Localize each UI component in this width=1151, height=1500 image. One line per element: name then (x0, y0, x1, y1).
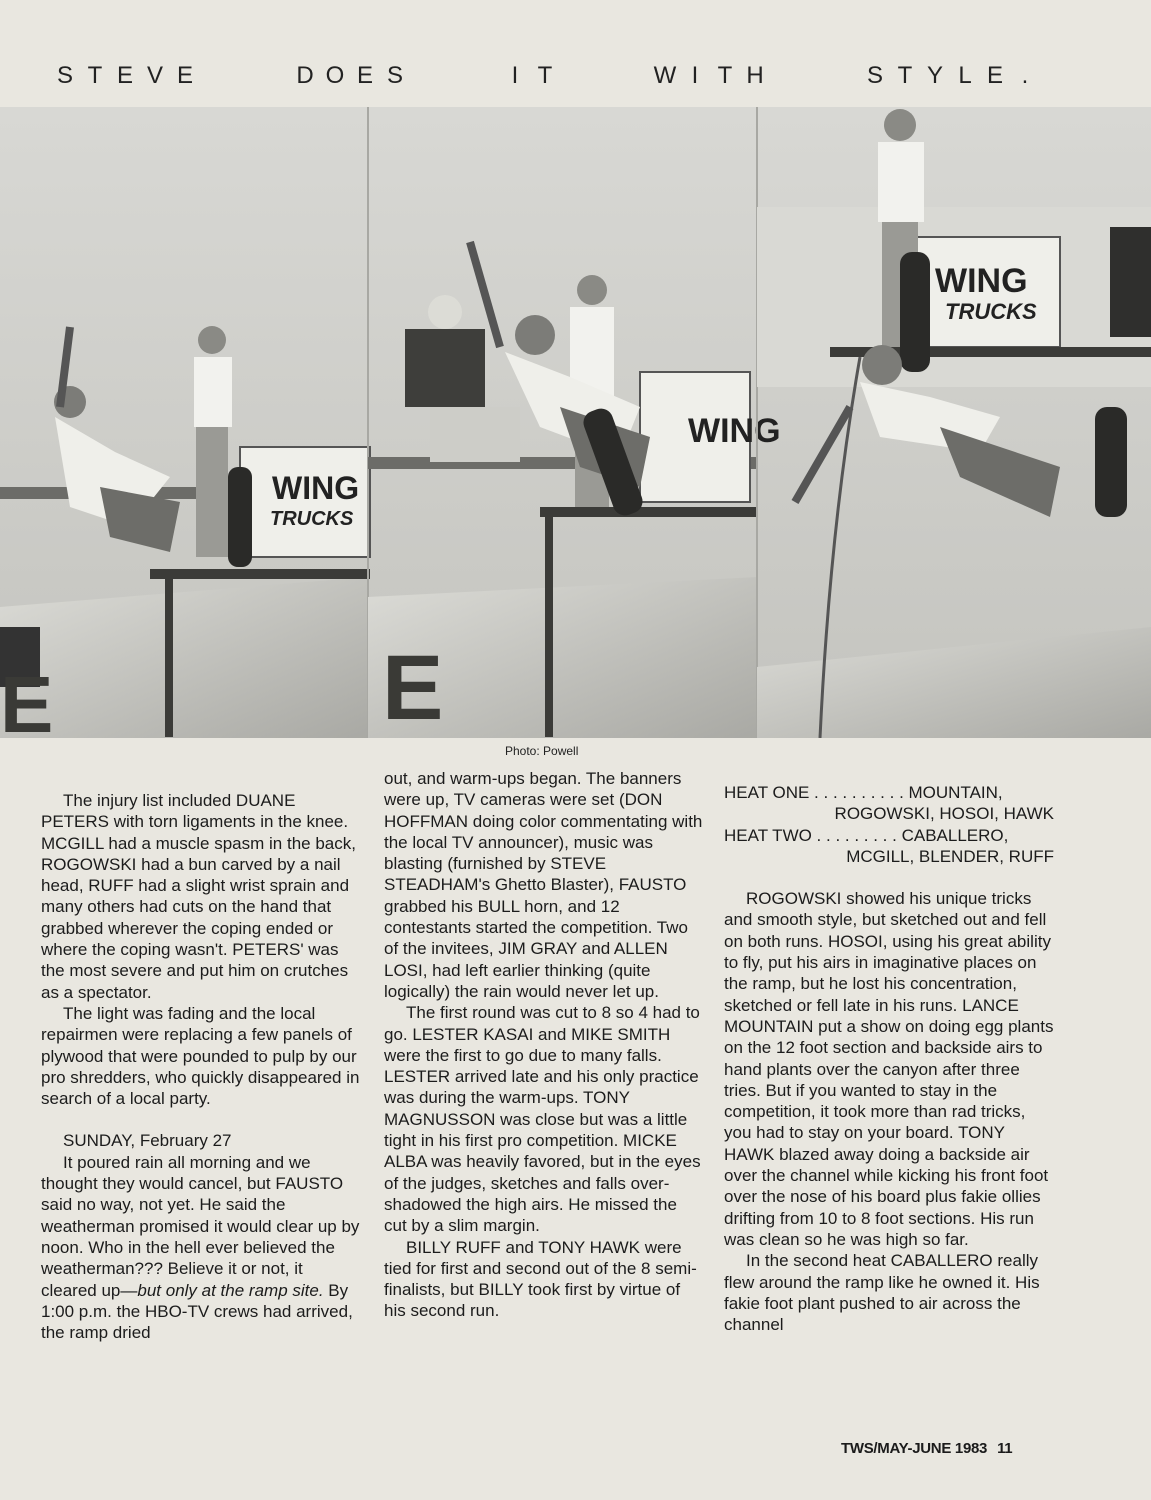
headline-letter: I (511, 62, 519, 89)
headline-letter: S (386, 62, 403, 89)
heat-line: HEAT ONE . . . . . . . . . . MOUNTAIN, (724, 783, 1003, 802)
headline-letter: T (717, 62, 733, 89)
headline-letter: W (653, 62, 677, 89)
headline-letter: T (537, 62, 553, 89)
page-number: 11 (997, 1440, 1013, 1457)
paragraph: out, and warm-ups began. The banners were up, TV cameras were set (DON HOFFMAN doing color commentating with the local TV announcer), music was blasting (furnished by STEVE STEADHAM's Ghetto Blaster), FAUSTO grabbed his BULL horn, and 12 contestants started the competition. Two of the invitees, JIM GRAY and ALLEN LOSI, had left earlier thinking (quite logically) the rain would never let up. (384, 769, 703, 1001)
paragraph: BILLY RUFF and TONY HAWK were tied for first and second out of the 8 semi-finalists, but BILLY took first by virtue of his second run. (384, 1237, 697, 1321)
banner-text: TRUCKS (270, 508, 354, 530)
headline-letter: L (958, 62, 972, 89)
photo-credit: Photo: Powell (505, 744, 579, 758)
svg-text:WING: WING (688, 412, 781, 450)
headline-letter: E (356, 62, 373, 89)
headline-letter: E (116, 62, 133, 89)
headline-word (650, 62, 770, 90)
headline-letter: I (691, 62, 699, 89)
headline-word (290, 62, 410, 90)
headline-letter: S (56, 62, 73, 89)
paragraph: The injury list included DUANE PETERS with torn ligaments in the knee. MCGILL had a muscle spasm in the back, ROGOWSKI had a bun carved by a nail head, RUFF had a slight wrist sprain and many others had cuts on the hand that grabbed wherever the coping ended or where the coping wasn't. PETERS' was the most severe and put him on crutches as a spectator. (41, 791, 356, 1002)
headline-letter: V (146, 62, 163, 89)
headline (50, 56, 1040, 96)
heat-line: MCGILL, BLENDER, RUFF (846, 846, 1054, 866)
banner-text: WING (272, 470, 360, 506)
section-dateline: SUNDAY, February 27 (63, 1131, 232, 1151)
skateboard-photo-sequence (0, 107, 1151, 738)
headline-letter: O (325, 62, 345, 89)
headline-letter: H (746, 62, 764, 89)
italic-phrase: but only at the ramp site. (137, 1280, 324, 1300)
paragraph: It poured rain all morning and we thought they would cancel, but FAUSTO said no way, not yet. He said the weatherman promised it would clear up by noon. Who in the hell ever believed the weatherman??? Believe it or not, it cleared up—but only at the ramp site. By 1:00 p.m. the HBO-TV crews had arrived, the ramp dried (41, 1152, 360, 1343)
paragraph: The light was fading and the local repairmen were replacing a few panels of plywood that were pounded to pulp by our pro shredders, who quickly disappeared in search of a local party. (41, 1003, 360, 1109)
deck-letter: E (382, 637, 444, 738)
page-footer (841, 1440, 1012, 1457)
headline-letter: S (866, 62, 883, 89)
headline-letter: D (296, 62, 314, 89)
article-column-3 (724, 782, 1054, 1335)
headline-word (500, 62, 560, 90)
heat-line: HEAT TWO . . . . . . . . . CABALLERO, (724, 825, 1009, 845)
article-column-1 (41, 790, 361, 1343)
headline-letter: . (1021, 62, 1029, 89)
heat-listing (724, 782, 1054, 867)
photo-frame-1 (0, 107, 370, 738)
headline-word (860, 62, 1040, 90)
paragraph: ROGOWSKI showed his unique tricks and smooth style, but sketched out and fell on both runs. HOSOI, using his great ability to fly, put his airs in imaginative places on the ramp, but he lost his concentration, sketched or fell late in his runs. LANCE MOUNTAIN put a show on doing egg plants on the 12 foot section and backside airs to hand plants over the canyon after three tries. But if you wanted to stay in the competition, it took more than rad tricks, you had to stay on your board. TONY HAWK blazed away doing a backside air over the channel while kicking his front foot over the nose of his board plus fakie ollies drifting from 10 to 8 foot sections. His run was clean so he was high so far. (724, 889, 1054, 1249)
svg-text:WING: WING (935, 262, 1028, 300)
headline-word (50, 62, 200, 90)
heat-line: ROGOWSKI, HOSOI, HAWK (834, 804, 1054, 824)
svg-text:TRUCKS: TRUCKS (945, 299, 1037, 324)
article-column-2 (384, 768, 704, 1322)
headline-letter: T (87, 62, 103, 89)
paragraph: In the second heat CABALLERO really flew around the ramp like he owned it. His fakie foot plant pushed to air across the channel (724, 1251, 1040, 1335)
svg-text:E: E (0, 660, 54, 738)
headline-letter: T (897, 62, 913, 89)
headline-letter: Y (926, 62, 943, 89)
headline-letter: E (176, 62, 193, 89)
headline-letter: E (986, 62, 1003, 89)
publication-date: TWS/MAY-JUNE 1983 (841, 1440, 988, 1457)
paragraph: The first round was cut to 8 so 4 had to go. LESTER KASAI and MIKE SMITH were the first to go due to many falls. LESTER arrived late and his only practice was during the warm-ups. TONY MAGNUSSON was close but was a little tight in his first pro competition. MICKE ALBA was heavily favored, but in the eyes of the judges, sketches and falls over-shadowed the high airs. He missed the cut by a slim margin. (384, 1003, 701, 1236)
photo-illustration (0, 107, 1151, 738)
